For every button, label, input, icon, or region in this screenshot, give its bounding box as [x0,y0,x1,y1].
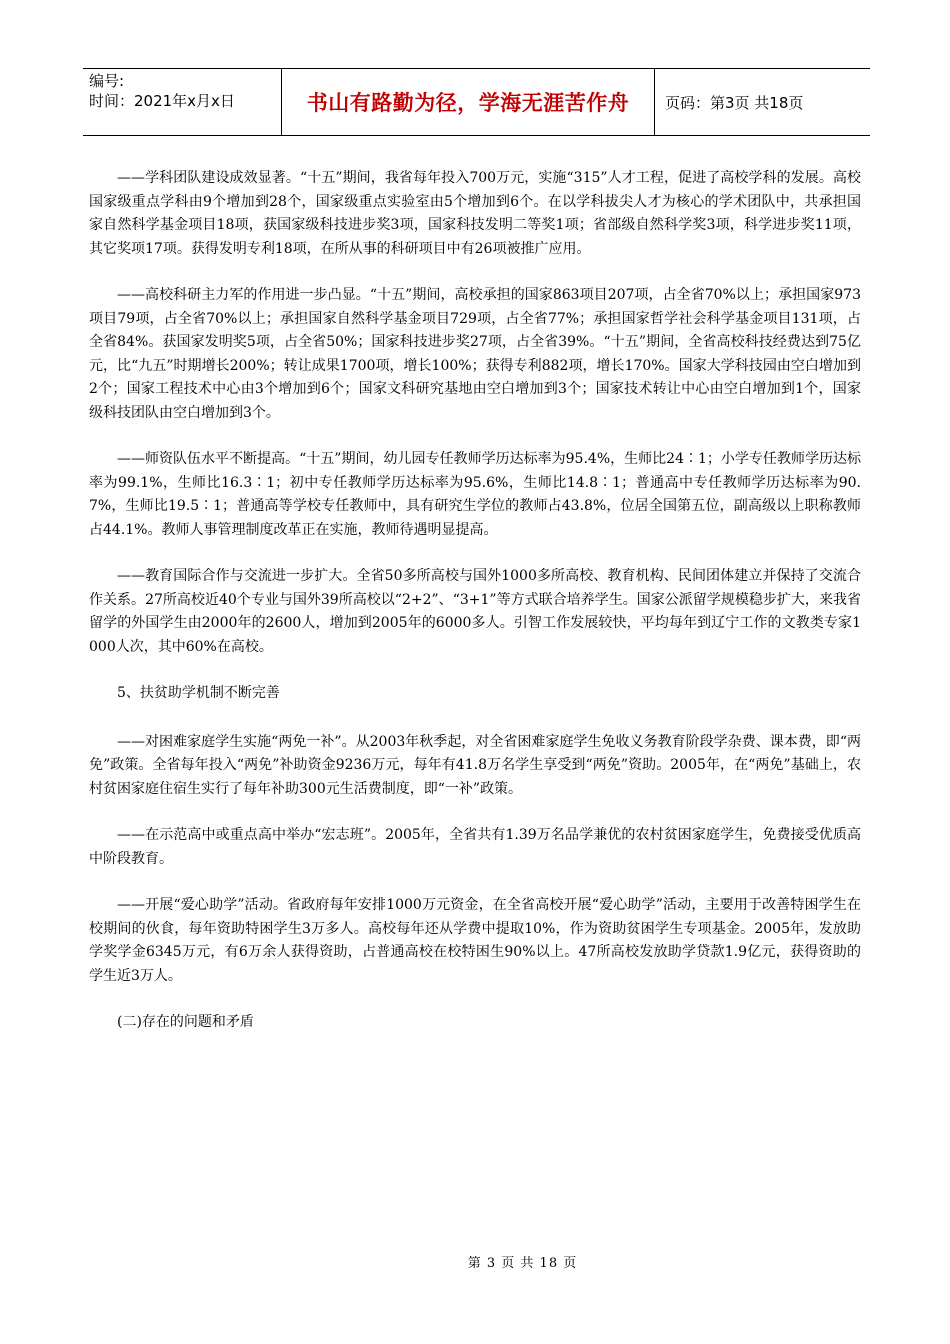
paragraph-hongzhi-class: ——在示范高中或重点高中举办“宏志班”。2005年，全省共有1.39万名品学兼优的农村贫困家庭学生，免费接受优质高中阶段教育。 [89,827,861,867]
document-number-label: 编号: [89,72,125,90]
page-header [83,68,870,136]
header-meta [83,69,282,135]
paragraph-aixin-aid: ——开展“爱心助学”活动。省政府每年安排1000万元资金，在全省高校开展“爱心助学”活动，主要用于改善特困学生在校期间的伙食，每年资助特困学生3万多人。高校每年还从学费中提取10%，作为资助贫困学生专项基金。2005年，发放助学奖学金6345万元，有6万余人获得资助，占普通高校在校特困生90%以上。47所高校发放助学贷款1.9亿元，获得资助的学生近3万人。 [89,897,861,984]
paragraph-discipline-teams: ——学科团队建设成效显著。“十五”期间，我省每年投入700万元，实施“315”人才工程，促进了高校学科的发展。高校国家级重点学科由9个增加到28个，国家级重点实验室由5个增加到6个。在以学科拔尖人才为核心的学术团队中，共承担国家自然科学基金项目18项，获国家级科技进步奖3项，国家科技发明二等奖1项；省部级自然科学奖3项，科学进步奖11项，其它奖项17项。获得发明专利18项，在所从事的科研项目中有26项被推广应用。 [89,170,861,257]
paragraph-research-force: ——高校科研主力军的作用进一步凸显。“十五”期间，高校承担的国家863项目207项，占全省70%以上；承担国家973项目79项，占全省70%以上；承担国家自然科学基金项目729项，占全省77%；承担国家哲学社会科学基金项目131项，占全省84%。获国家发明奖5项，占全省50%；国家科技进步奖27项，占全省39%。“十五”期间，全省高校科技经费达到75亿元，比“九五”时期增长200%；转让成果1700项，增长100%；获得专利882项，增长170%。国家大学科技园由空白增加到2个；国家工程技术中心由3个增加到6个；国家文科研究基地由空白增加到3个；国家技术转让中心由空白增加到1个，国家级科技团队由空白增加到3个。 [89,287,861,421]
document-time: 时间：2021年x月x日 [89,92,235,110]
section-heading-poverty-aid: 5、扶贫助学机制不断完善 [117,685,280,701]
document-body [89,167,861,1060]
page-footer: 第 3 页 共 18 页 [467,1256,578,1271]
section-heading-problems: (二)存在的问题和矛盾 [117,1014,254,1030]
header-page-info: 页码：第3页 共18页 [665,93,804,112]
paragraph-international-cooperation: ——教育国际合作与交流进一步扩大。全省50多所高校与国外1000多所高校、教育机构、民间团体建立并保持了交流合作关系。27所高校近40个专业与国外39所高校以“2+2”、“3+1”等方式联合培养学生。国家公派留学规模稳步扩大，来我省留学的外国学生由2000年的2600人，增加到2005年的6000多人。引智工作发展较快，平均每年到辽宁工作的文教类专家1000人次，其中60%在高校。 [89,568,861,655]
paragraph-teaching-staff: ——师资队伍水平不断提高。“十五”期间，幼儿园专任教师学历达标率为95.4%，生师比24∶1；小学专任教师学历达标率为99.1%，生师比16.3∶1；初中专任教师学历达标率为95.6%，生师比14.8∶1；普通高中专任教师学历达标率为90.7%，生师比19.5∶1；普通高等学校专任教师中，具有研究生学位的教师占43.8%，位居全国第五位，副高级以上职称教师占44.1%。教师人事管理制度改革正在实施，教师待遇明显提高。 [89,451,861,538]
paragraph-two-exemptions: ——对困难家庭学生实施“两免一补”。从2003年秋季起，对全省困难家庭学生免收义务教育阶段学杂费、课本费，即“两免”政策。全省每年投入“两免”补助资金9236万元，每年有41.8万名学生享受到“两免”资助。2005年，在“两免”基础上，农村贫困家庭住宿生实行了每年补助300元生活费制度，即“一补”政策。 [89,733,861,797]
header-motto: 书山有路勤为径，学海无涯苦作舟 [282,69,655,135]
